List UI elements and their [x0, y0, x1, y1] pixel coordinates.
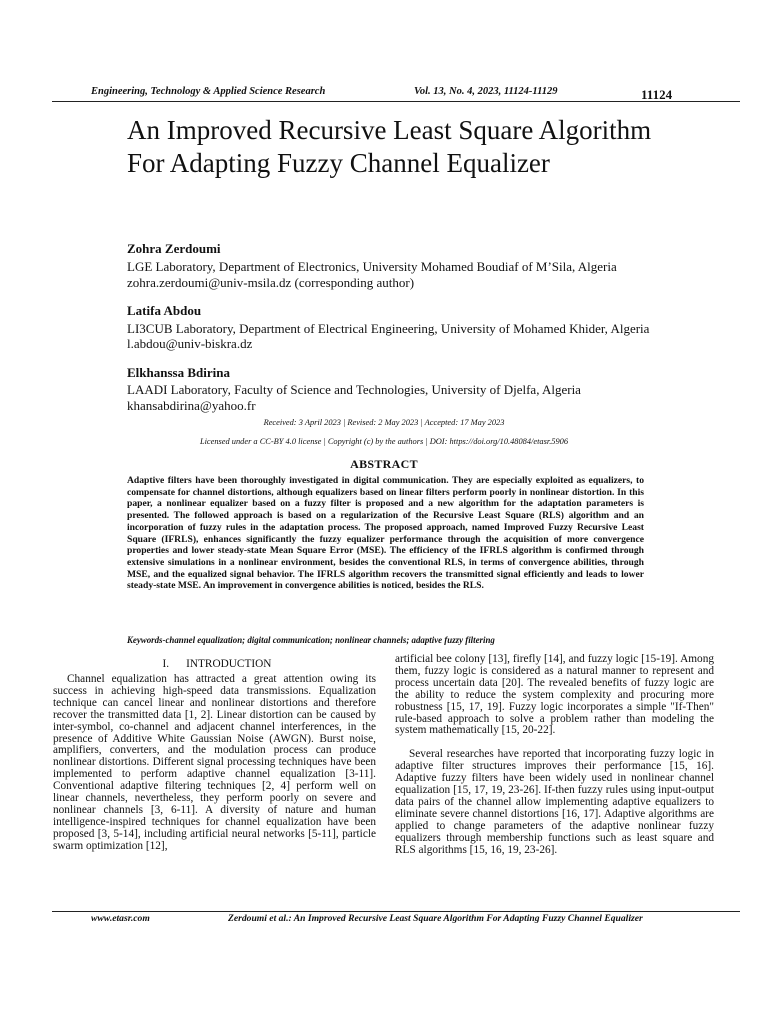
author-name: Elkhanssa Bdirina [127, 365, 230, 380]
author-email[interactable]: zohra.zerdoumi@univ-msila.dz (corresponding author) [127, 275, 415, 290]
left-column [53, 674, 376, 853]
submission-dates: Received: 3 April 2023 | Revised: 2 May 2023 | Accepted: 17 May 2023 [263, 418, 505, 427]
volume-info: Vol. 13, No. 4, 2023, 11124-11129 [414, 86, 558, 97]
license-doi[interactable]: Licensed under a CC-BY 4.0 license | Copyright (c) by the authors | DOI: https://doi.org/10.48084/etasr.5906 [199, 437, 569, 446]
author-affiliation: LI3CUB Laboratory, Department of Electrical Engineering, University of Mohamed Khider, Algeria [127, 321, 650, 336]
page-number: 11124 [641, 87, 673, 102]
section-title: INTRODUCTION [186, 658, 272, 670]
section-heading [52, 658, 382, 670]
section-number: I. [162, 658, 170, 670]
abstract-heading: ABSTRACT [350, 457, 418, 471]
author-email[interactable]: khansabdirina@yahoo.fr [127, 398, 256, 413]
author-email[interactable]: l.abdou@univ-biskra.dz [127, 336, 253, 351]
keywords: Keywords-channel equalization; digital communication; nonlinear channels; adaptive fuzzy filtering [127, 635, 495, 645]
author-name: Zohra Zerdoumi [127, 241, 221, 256]
footer-rule [52, 911, 740, 912]
paragraph: Several researches have reported that incorporating fuzzy logic in adaptive filter structures improves their performance [15, 16]. Adaptive fuzzy filters have been widely used in nonlinear channel equalization [15, 17, 19, 23-26]. If-then fuzzy rules using input-output data pairs of the channel allow implementing adaptive equalizers to eliminate severe channel distortions [16, 17]. Adaptive algorithms are applied to change parameters of the adaptive nonlinear fuzzy equalizers through membership functions such as least square and RLS algorithms [15, 16, 19, 23-26]. [395, 748, 714, 856]
footer-website[interactable]: www.etasr.com [91, 913, 150, 924]
header-rule [52, 101, 740, 102]
paper-title: An Improved Recursive Least Square Algorithm For Adapting Fuzzy Channel Equalizer [127, 115, 652, 178]
paragraph: artificial bee colony [13], firefly [14], and fuzzy logic [15-19]. Among them, fuzzy logic is considered as a natural manner to represent and process uncertain data [20]. The revealed benefits of fuzzy logic are the ability to reduce the system complexity and procuring more robustness [15, 17, 19]. Fuzzy logic incorporates a simple "If-Then" rule-based approach to solve a problem rather than modeling the system mathematically [15, 20-22]. [395, 653, 714, 737]
author-name: Latifa Abdou [127, 303, 202, 318]
footer-citation: Zerdoumi et al.: An Improved Recursive Least Square Algorithm For Adapting Fuzzy Channel Equalizer [228, 913, 643, 924]
paragraph: Channel equalization has attracted a great attention owing its success in achieving high-speed data transmissions. Equalization technique can cancel linear and nonlinear distortions and therefore recover the transmitted data [1, 2]. Linear distortion can be caused by inter-symbol, co-channel and adjacent channel interferences, in the presence of Additive White Gaussian Noise (AWGN). Burst noise, amplifiers, converters, and the modulation process can produce nonlinear distortions. Different signal processing techniques have been implemented to perform adaptive channel equalization [3-11]. Conventional adaptive filtering techniques [2, 4] perform well on linear channels, nevertheless, they perform poorly on severe and nonlinear channels [3, 6-11]. A diversity of nature and human intelligence-inspired techniques for channel equalization have been proposed [3, 5-14], including artificial neural networks [5-11], particle swarm optimization [12], [53, 673, 376, 852]
journal-name: Engineering, Technology & Applied Science Research [91, 86, 326, 97]
author-affiliation: LAADI Laboratory, Faculty of Science and Technologies, University of Djelfa, Algeria [127, 382, 581, 397]
right-column [395, 654, 714, 857]
abstract-text: Adaptive filters have been thoroughly investigated in digital communication. They are especially exploited as equalizers, to compensate for channel distortions, although equalizers based on linear filters perform poorly in nonlinear distortion. In this paper, a nonlinear equalizer based on a fuzzy filter is proposed and a new algorithm for the adaptation parameters is presented. The followed approach is based on a regularization of the Recursive Least Square (RLS) algorithm and an incorporation of fuzzy rules in the adaptation process. The proposed approach, named Improved Fuzzy Recursive Least Square (IFRLS), enhances significantly the fuzzy equalizer performance through the acquisition of more convergence properties and lower steady-state Mean Square Error (MSE). The efficiency of the IFRLS algorithm is confirmed through extensive simulations in a nonlinear environment, besides the conventional RLS, in terms of convergence abilities, through MSE, and the equalized signal behavior. The IFRLS algorithm recovers the transmitted signal efficiently and leads to lower steady-state MSE. An improvement in convergence abilities is noticed, besides the RLS. [127, 475, 644, 592]
author-affiliation: LGE Laboratory, Department of Electronics, University Mohamed Boudiaf of M’Sila, Algeria [127, 259, 617, 274]
